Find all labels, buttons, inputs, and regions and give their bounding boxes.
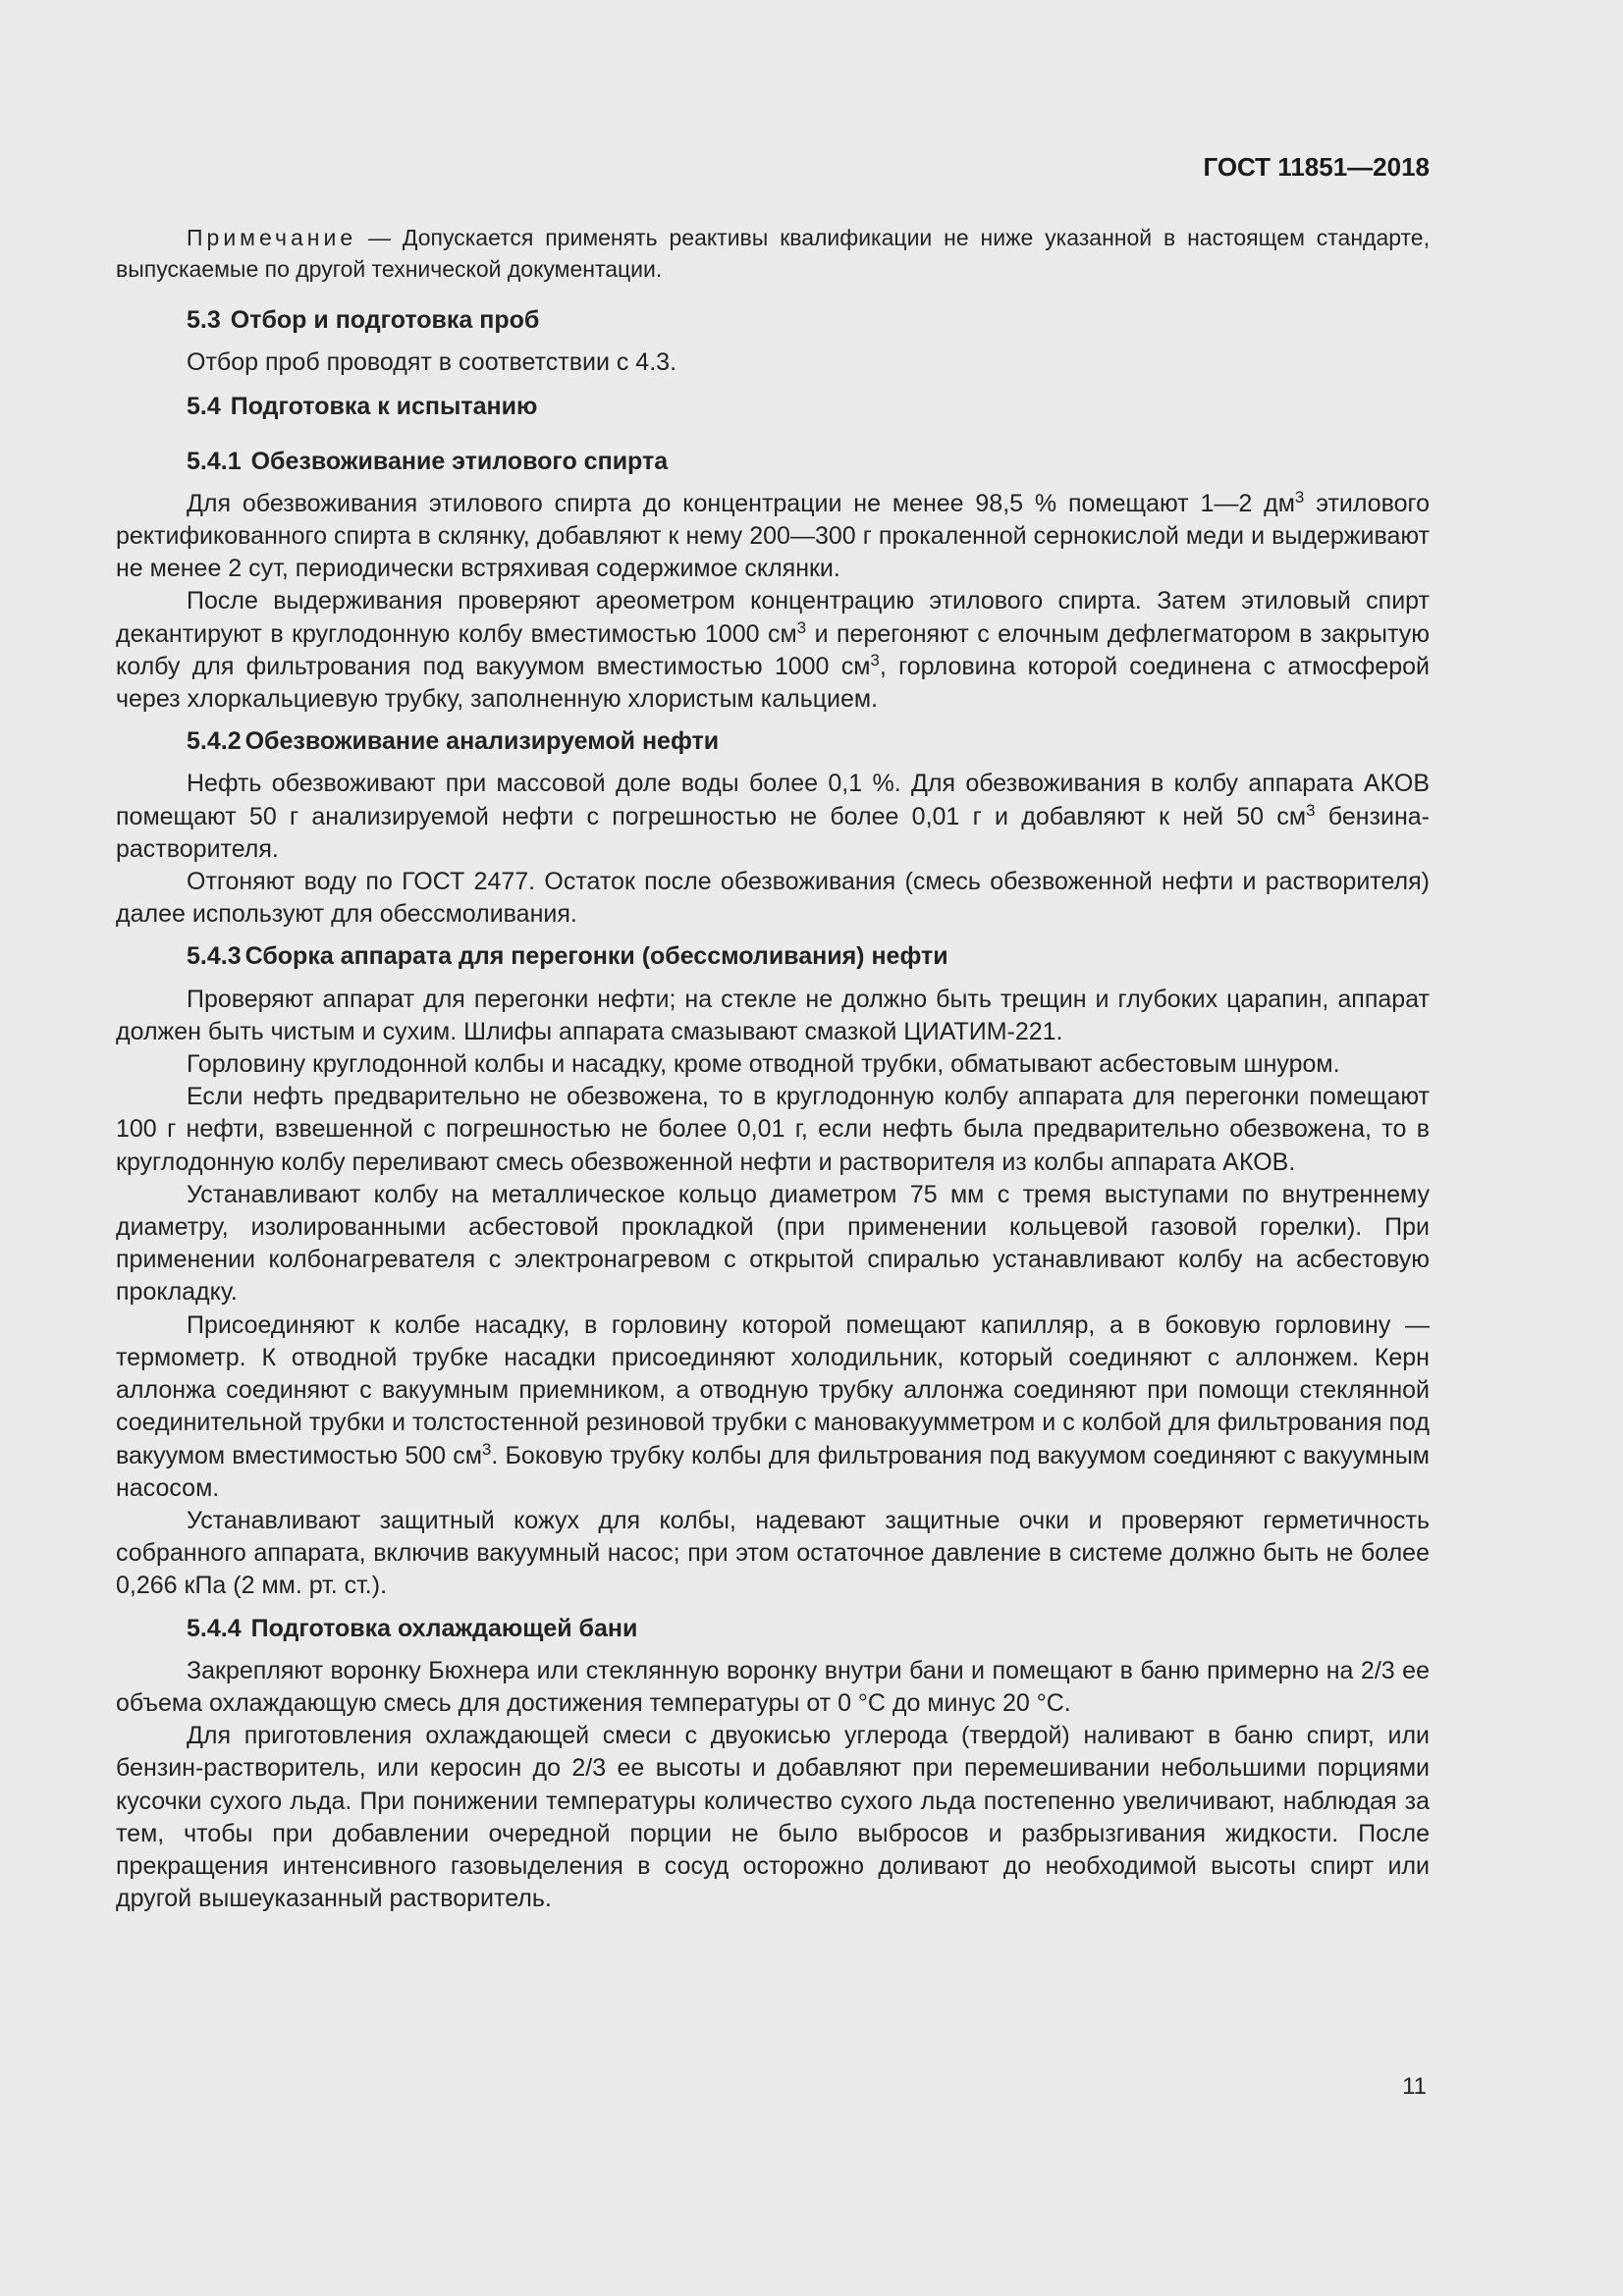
paragraph-text: и перегоняют с елочным дефлегматором в закрытую колбу для фильтрования под вакуумом вместимостью 1000 см <box>116 619 1430 680</box>
paragraph <box>116 768 1430 866</box>
page-number: 11 <box>1402 2073 1427 2100</box>
section-heading-5-4 <box>116 391 1430 423</box>
section-number: 5.3 <box>187 306 221 334</box>
section-heading-5-4-3 <box>116 940 1430 973</box>
section-heading-5-4-2 <box>116 725 1430 758</box>
document-code: ГОСТ 11851—2018 <box>1203 152 1430 182</box>
note-label: Примечание <box>187 225 357 250</box>
section-heading-5-4-4 <box>116 1613 1430 1645</box>
paragraph-text: этилового ректификованного спирта в склянку, добавляют к нему 200—300 г прокаленной сернокислой меди и выдерживают не менее 2 сут, периодически встряхивая содержимое склянки. <box>116 489 1430 583</box>
paragraph: Устанавливают колбу на металлическое кольцо диаметром 75 мм с тремя выступами по внутреннему диаметру, изолированными асбестовой прокладкой (при применении кольцевой газовой горелки). При применении колбонагревателя с электронагревом с открытой спиралью устанавливают колбу на асбестовую прокладку. <box>116 1180 1430 1307</box>
superscript: 3 <box>870 650 880 669</box>
paragraph-text: . Боковую трубку колбы для фильтрования под вакуумом соединяют с вакуумным насосом. <box>116 1441 1430 1502</box>
paragraph: Отгоняют воду по ГОСТ 2477. Остаток после обезвоживания (смесь обезвоженной нефти и растворителя) далее используют для обессмоливания. <box>116 868 1430 929</box>
superscript: 3 <box>481 1439 492 1459</box>
section-heading-5-3 <box>116 304 1430 337</box>
section-number: 5.4.4 <box>187 1614 242 1642</box>
paragraph: Устанавливают защитный кожух для колбы, надевают защитные очки и проверяют герметичность собранного аппарата, включив вакуумный насос; при этом остаточное давление в системе должно быть не более 0,266 кПа (2 мм. рт. ст.). <box>116 1506 1430 1600</box>
superscript: 3 <box>1306 800 1316 820</box>
paragraph: Для приготовления охлаждающей смеси с двуокисью углерода (твердой) наливают в баню спирт, или бензин-растворитель, или керосин до 2/3 ее высоты и добавляют при перемешивании небольшими порциями кусочки сухого льда. При понижении температуры количество сухого льда постепенно увеличивают, наблюдая за тем, чтобы при добавлении очередной порции не было выбросов и разбрызгивания жидкости. После прекращения интенсивного газовыделения в сосуд осторожно доливают до необходимой высоты спирт или другой вышеуказанный растворитель. <box>116 1722 1430 1913</box>
section-number: 5.4.1 <box>187 447 242 475</box>
section-number: 5.4.2 <box>187 727 242 756</box>
note-dash: — <box>356 225 403 250</box>
superscript: 3 <box>1294 487 1305 507</box>
superscript: 3 <box>796 617 807 637</box>
paragraph: Горловину круглодонной колбы и насадку, кроме отводной трубки, обматывают асбестовым шнуром. <box>187 1050 1340 1079</box>
section-number: 5.4.3 <box>187 942 242 971</box>
section-heading-5-4-1 <box>116 446 1430 478</box>
note-text: Допускается применять реактивы квалификации не ниже указанной в настоящем стандарте, выпускаемые по другой технической документации. <box>116 225 1430 282</box>
section-title: Обезвоживание анализируемой нефти <box>244 727 720 756</box>
paragraph <box>116 488 1430 586</box>
paragraph <box>116 1309 1430 1505</box>
paragraph: Закрепляют воронку Бюхнера или стеклянную воронку внутри бани и помещают в баню примерно на 2/3 ее объема охлаждающую смесь для достижения температуры от 0 °С до минус 20 °С. <box>116 1656 1430 1717</box>
document-body <box>116 222 1430 2057</box>
paragraph-text: , горловина которой соединена с атмосферой через хлоркальциевую трубку, заполненную хлористым кальцием. <box>116 652 1430 714</box>
paragraph-text: Для обезвоживания этилового спирта до концентрации не менее 98,5 % помещают 1—2 дм <box>187 489 1295 517</box>
note-paragraph <box>116 222 1430 285</box>
paragraph <box>116 585 1430 716</box>
paragraph-text: После выдерживания проверяют ареометром концентрацию этилового спирта. Затем этиловый спирт декантируют в круглодонную колбу вместимостью 1000 см <box>116 587 1430 648</box>
section-title: Отбор и подготовка проб <box>230 306 540 334</box>
paragraph: Если нефть предварительно не обезвожена, то в круглодонную колбу аппарата для перегонки помещают 100 г нефти, взвешенной с погрешностью не более 0,01 г, если нефть была предварительно обезвожена, то в круглодонную колбу переливают смесь обезвоженной нефти и растворителя из колбы аппарата АКОВ. <box>116 1083 1430 1176</box>
section-number: 5.4 <box>187 393 221 421</box>
section-title: Сборка аппарата для перегонки (обессмоливания) нефти <box>244 942 948 971</box>
paragraph: Проверяют аппарат для перегонки нефти; на стекле не должно быть трещин и глубоких царапин, аппарат должен быть чистым и сухим. Шлифы аппарата смазывают смазкой ЦИАТИМ-221. <box>116 985 1430 1045</box>
section-title: Подготовка охлаждающей бани <box>250 1614 638 1642</box>
section-title: Подготовка к испытанию <box>230 393 538 421</box>
paragraph-text: Нефть обезвоживают при массовой доле воды более 0,1 %. Для обезвоживания в колбу аппарата АКОВ помещают 50 г анализируемой нефти с погрешностью не более 0,01 г и добавляют к ней 50 см <box>116 770 1430 830</box>
paragraph: Отбор проб проводят в соответствии с 4.3. <box>187 348 677 377</box>
paragraph-text: Присоединяют к колбе насадку, в горловину которой помещают капилляр, а в боковую горловину — термометр. К отводной трубке насадки присоединяют холодильник, который соединяют с аллонжем. Керн аллонжа соединяют с вакуумным приемником, а отводную трубку аллонжа соединяют при помощи стеклянной соединительной трубки и толстостенной резиновой трубки с мановакуумметром и с колбой для фильтрования под вакуумом вместимостью 500 см <box>116 1310 1430 1469</box>
paragraph-text: бензина-растворителя. <box>116 802 1430 863</box>
section-title: Обезвоживание этилового спирта <box>250 447 669 475</box>
